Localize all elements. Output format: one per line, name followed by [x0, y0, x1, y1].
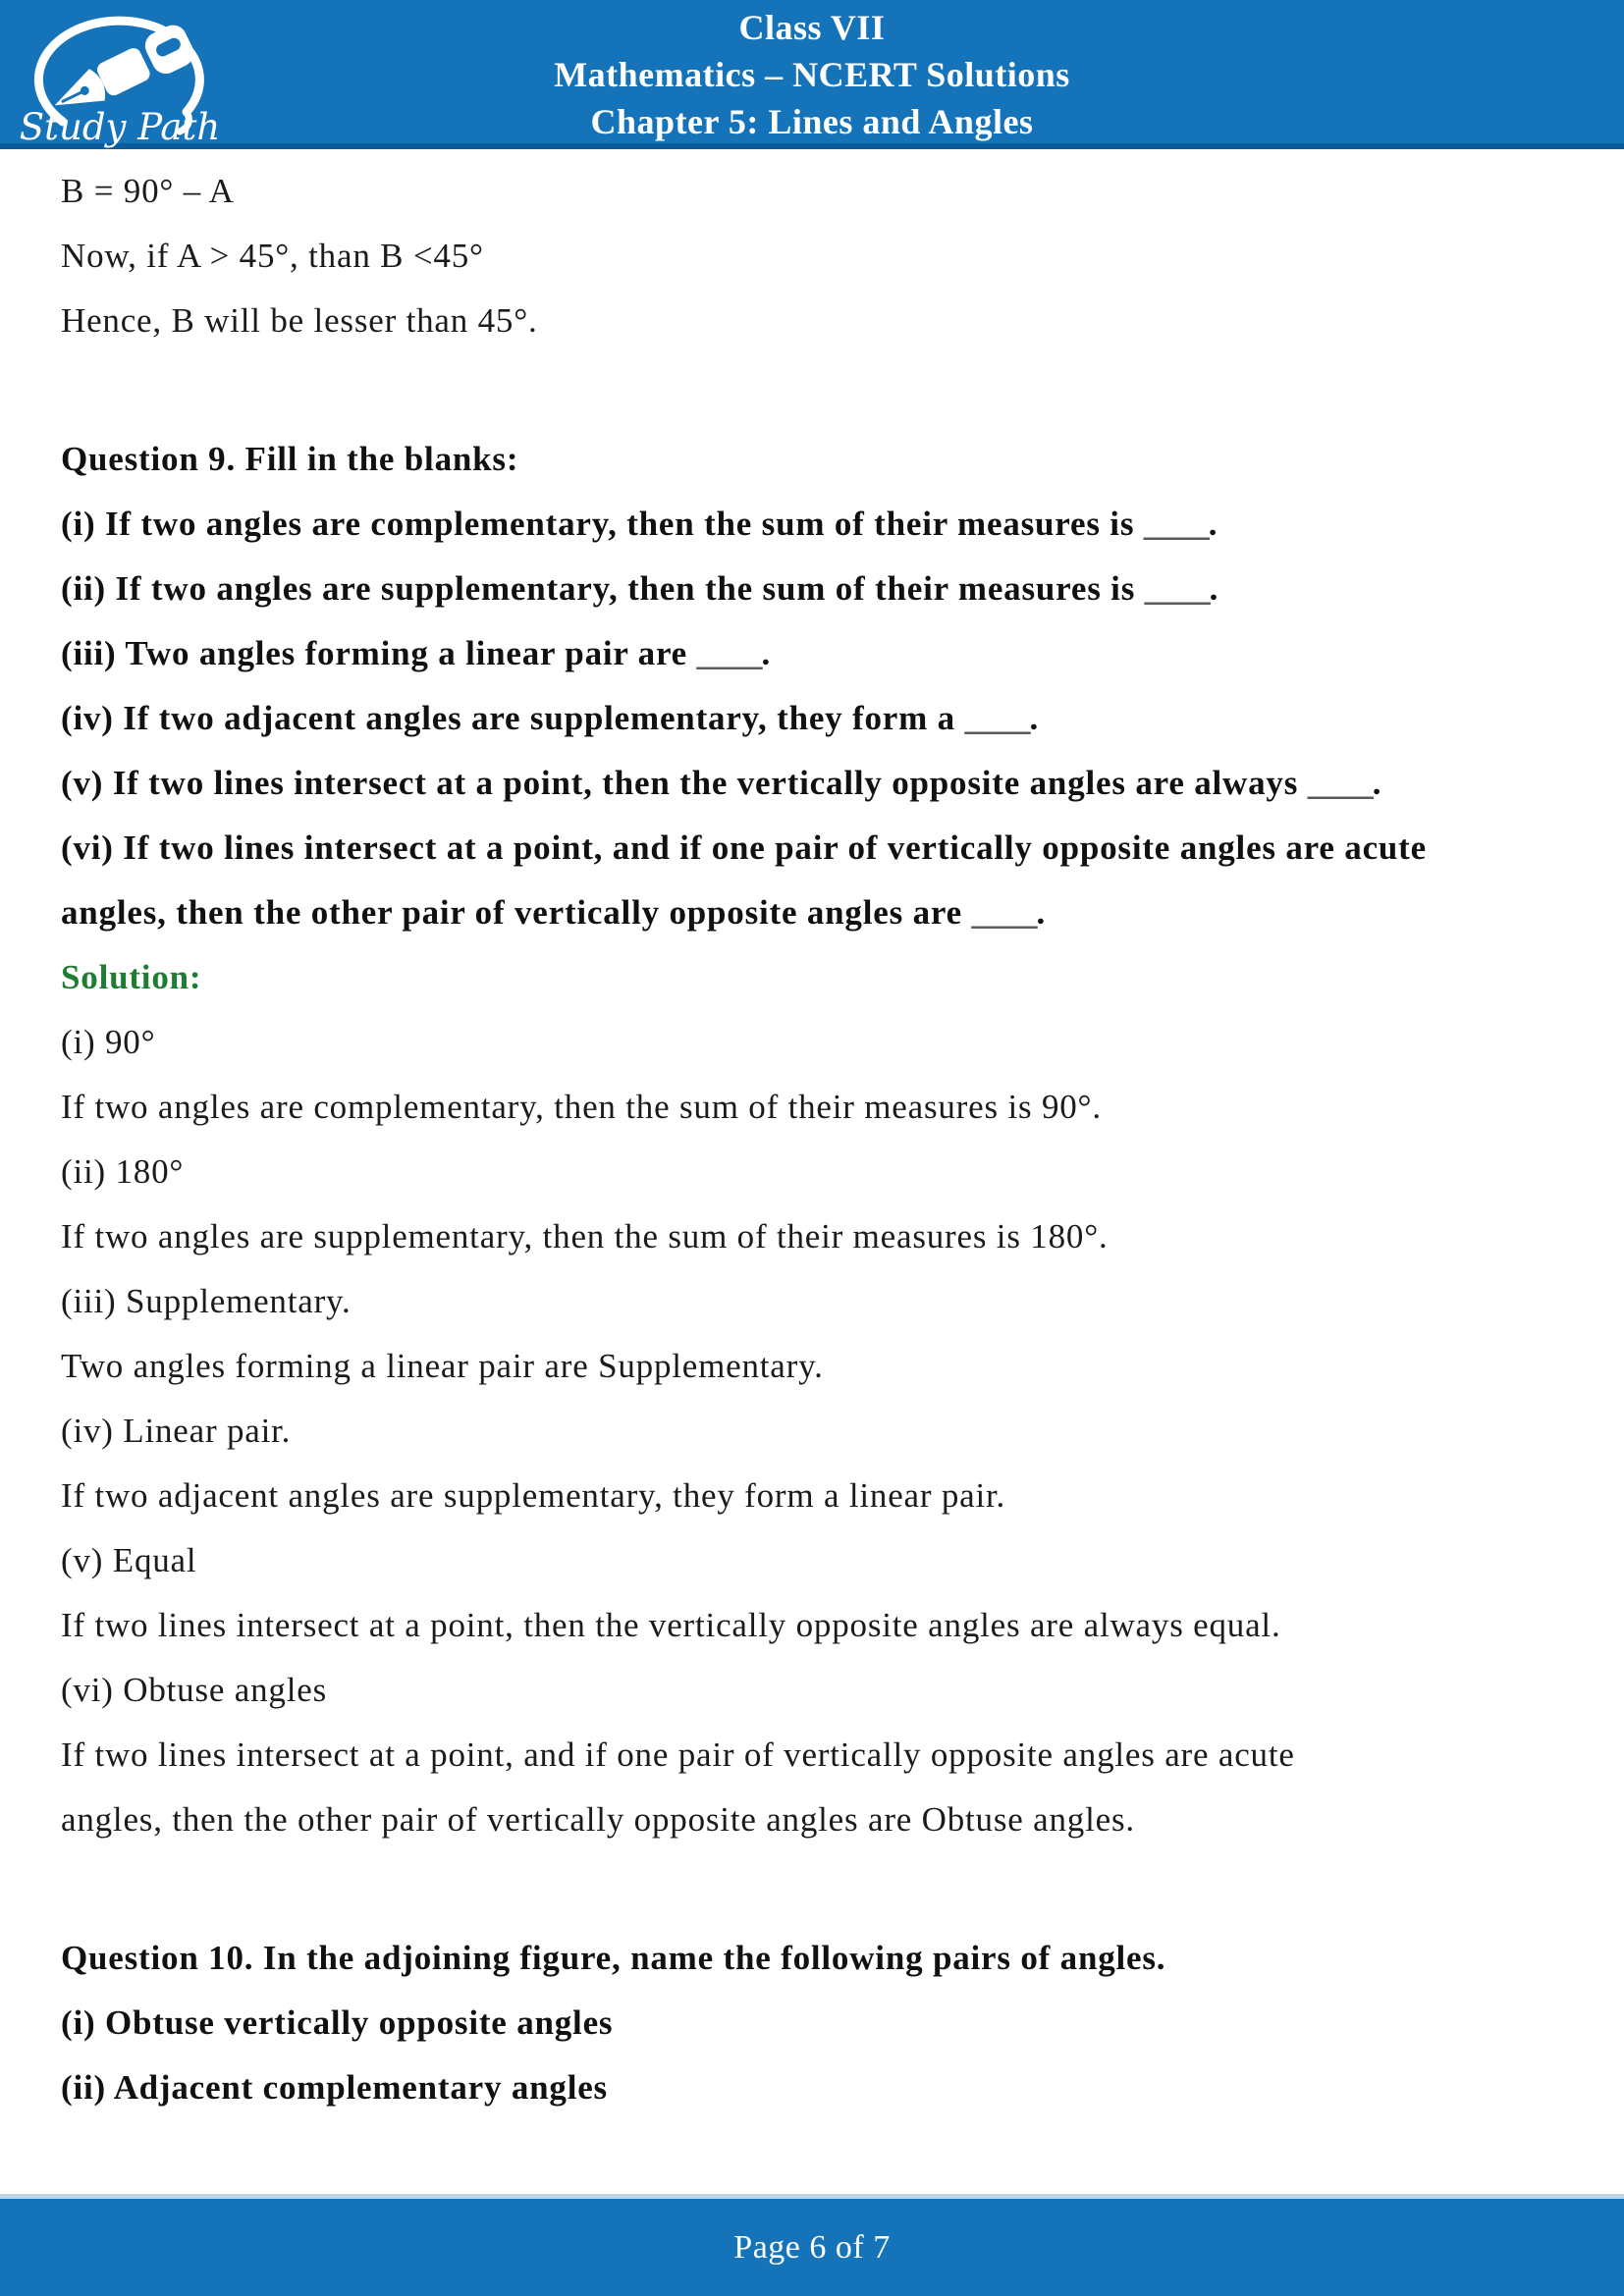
- body-text-line: (ii) 180°: [61, 1152, 185, 1191]
- fill-in-blank: ____: [1307, 764, 1373, 802]
- solution-heading: Solution:: [61, 958, 202, 996]
- body-text-line: (iii) Supplementary.: [61, 1282, 352, 1320]
- body-text-line: If two lines intersect at a point, then the vertically opposite angles are always equal.: [61, 1606, 1281, 1644]
- header-chapter-line: Chapter 5: Lines and Angles: [590, 102, 1034, 141]
- fill-in-blank: ____: [696, 634, 762, 672]
- body-text-line: If two lines intersect at a point, and if one pair of vertically opposite angles are acute: [61, 1735, 1295, 1774]
- question-text-line: (iii) Two angles forming a linear pair are ____.: [61, 634, 772, 672]
- question-text-line: (ii) If two angles are supplementary, then the sum of their measures is ____.: [61, 569, 1219, 608]
- question-text-line: (ii) Adjacent complementary angles: [61, 2068, 608, 2107]
- document-body: [0, 149, 1624, 2120]
- body-text-line: (vi) Obtuse angles: [61, 1671, 328, 1709]
- question-text-line: Question 10. In the adjoining figure, name the following pairs of angles.: [61, 1939, 1166, 1977]
- page-header: [0, 0, 1624, 149]
- body-text-line: (v) Equal: [61, 1541, 197, 1579]
- page-number-label: Page 6 of 7: [733, 2228, 891, 2266]
- fill-in-blank: ____: [971, 893, 1037, 932]
- question-text-line: (iv) If two adjacent angles are supplementary, they form a ____.: [61, 699, 1040, 737]
- question-text-line: (i) If two angles are complementary, then the sum of their measures is ____.: [61, 505, 1218, 543]
- body-text-line: If two angles are supplementary, then the sum of their measures is 180°.: [61, 1217, 1109, 1255]
- question-text-line: Question 9. Fill in the blanks:: [61, 440, 519, 478]
- body-text-line: (iv) Linear pair.: [61, 1412, 292, 1450]
- header-class-line: Class VII: [738, 8, 886, 47]
- body-text-line: Hence, B will be lesser than 45°.: [61, 301, 538, 340]
- body-text-line: angles, then the other pair of vertically opposite angles are Obtuse angles.: [61, 1800, 1135, 1839]
- body-text-line: Now, if A > 45°, than B <45°: [61, 237, 484, 275]
- logo-wordmark: Study Path: [19, 106, 221, 148]
- header-titles: [0, 4, 1624, 145]
- header-subject-line: Mathematics – NCERT Solutions: [554, 55, 1070, 94]
- question-text-line: angles, then the other pair of vertically opposite angles are ____.: [61, 893, 1047, 932]
- body-text-line: Two angles forming a linear pair are Supplementary.: [61, 1347, 824, 1385]
- body-text-line: If two angles are complementary, then the sum of their measures is 90°.: [61, 1088, 1102, 1126]
- question-text-line: (vi) If two lines intersect at a point, and if one pair of vertically opposite angles are acute: [61, 828, 1427, 867]
- body-text-line: (i) 90°: [61, 1023, 156, 1061]
- body-text-line: B = 90° – A: [61, 172, 235, 210]
- fill-in-blank: ____: [1143, 505, 1209, 543]
- fill-in-blank: ____: [1144, 569, 1210, 608]
- fill-in-blank: ____: [964, 699, 1030, 737]
- body-text-line: If two adjacent angles are supplementary, they form a linear pair.: [61, 1476, 1006, 1515]
- page-footer: [0, 2194, 1624, 2296]
- question-text-line: (i) Obtuse vertically opposite angles: [61, 2003, 614, 2042]
- question-text-line: (v) If two lines intersect at a point, then the vertically opposite angles are always ____.: [61, 764, 1382, 802]
